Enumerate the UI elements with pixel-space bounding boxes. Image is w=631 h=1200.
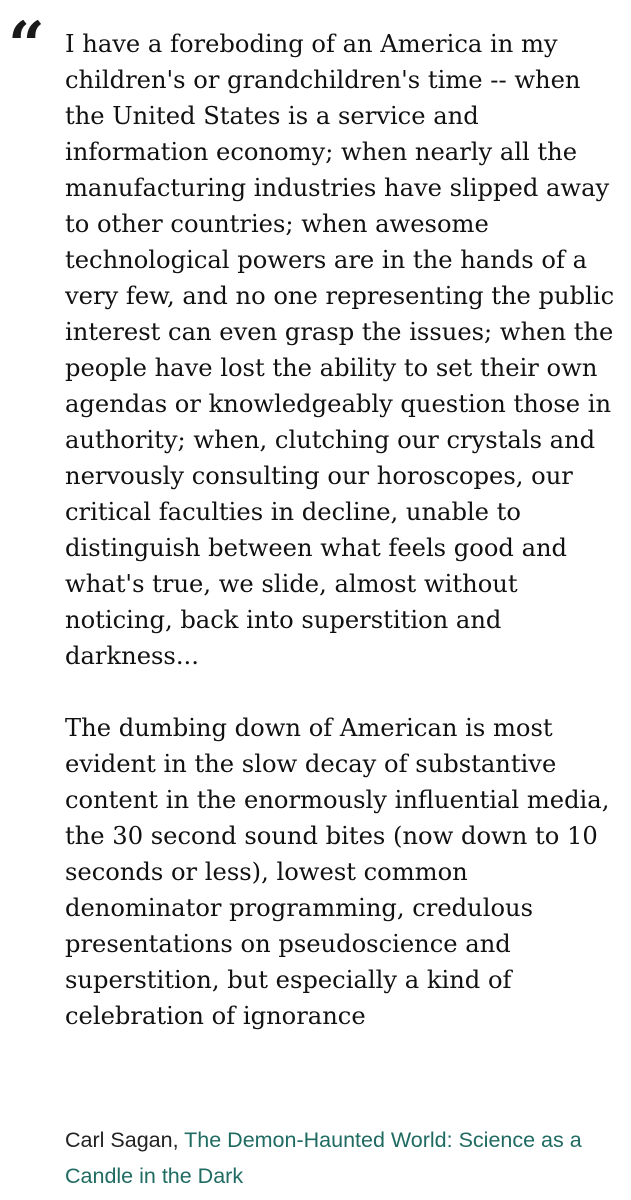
- quote-paragraph: The dumbing down of American is most evident in the slow decay of substantive content in the enormously influential media, the 30 second sound bites (now down to 10 seconds or less), lowest common denominator programming, credulous presentations on pseudoscience and superstition, but especially a kind of celebration of ignorance: [65, 714, 610, 1030]
- attribution-separator: ,: [172, 1128, 185, 1152]
- quote-mark-icon: “: [8, 8, 45, 83]
- attribution: [65, 1122, 620, 1194]
- source-title-link[interactable]: The Demon-Haunted World: Science as a Candle in the Dark: [65, 1128, 582, 1188]
- quote-paragraph: I have a foreboding of an America in my children's or grandchildren's time -- when the United States is a service and information economy; when nearly all the manufacturing industries have slipped away to other countries; when awesome technological powers are in the hands of a very few, and no one representing the public interest can even grasp the issues; when the people have lost the ability to set their own agendas or knowledgeably question those in authority; when, clutching our crystals and nervously consulting our horoscopes, our critical faculties in decline, unable to distinguish between what feels good and what's true, we slide, almost without noticing, back into superstition and darkness...: [65, 30, 615, 670]
- quote-body: [65, 26, 620, 1034]
- author-name: Carl Sagan: [65, 1128, 173, 1152]
